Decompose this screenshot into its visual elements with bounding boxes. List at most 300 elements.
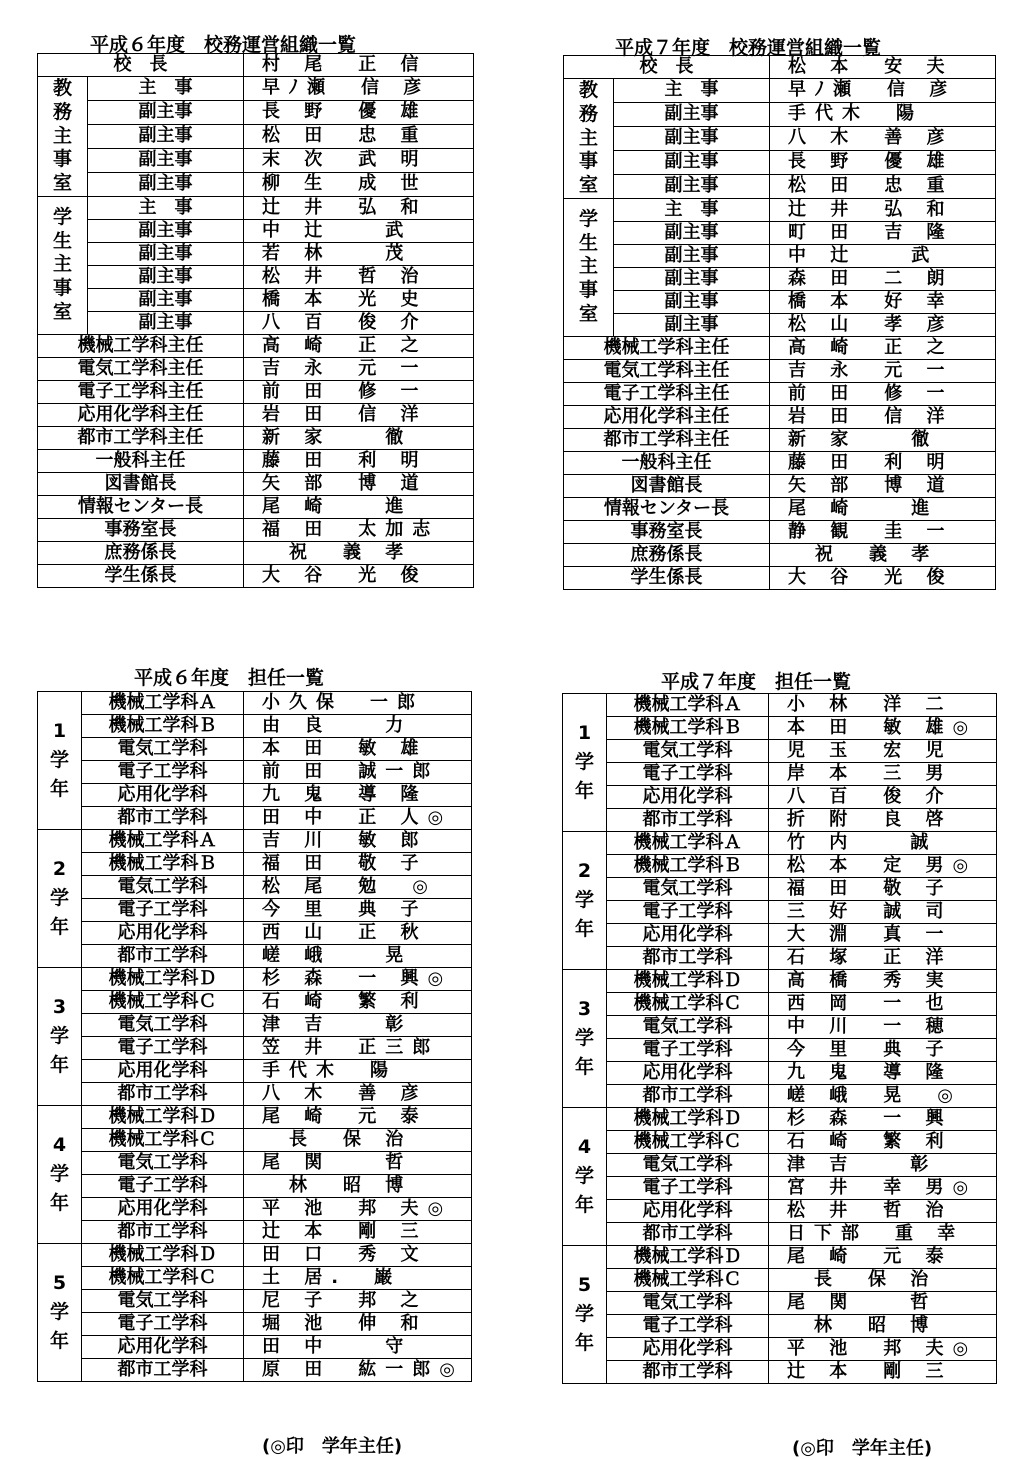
name-cell: 八 木 善 彦 — [770, 126, 996, 150]
office-label-char: 事 — [52, 277, 72, 300]
homeroom-row — [38, 922, 472, 945]
homeroom-table-title-h7: 平成７年度 担任一覧 — [661, 671, 852, 693]
teacher-name-cell: 尾 関 哲 — [244, 1152, 472, 1175]
name-cell: 森 田 二 朗 — [770, 267, 996, 290]
teacher-name-cell: 笠 井 正三郎 — [244, 1037, 472, 1060]
teacher-name-cell: 尾 崎 元 泰 — [769, 1246, 997, 1269]
homeroom-row — [563, 993, 997, 1016]
name-cell: 大 谷 光 俊 — [244, 564, 474, 587]
role-cell: 副主事 — [88, 288, 244, 311]
teacher-name-cell: 今 里 典 子 — [769, 1039, 997, 1062]
name-cell: 松 本 安 夫 — [770, 56, 996, 79]
name-cell: 長 野 優 雄 — [770, 150, 996, 174]
role-cell: 事務室長 — [564, 520, 770, 543]
homeroom-row — [563, 1131, 997, 1154]
org-row — [564, 290, 996, 313]
name-cell: 高 崎 正 之 — [770, 336, 996, 359]
role-cell: 主 事 — [88, 196, 244, 219]
org-row — [564, 102, 996, 126]
grade-label-char: 年 — [49, 1054, 69, 1076]
role-cell: 学生係長 — [564, 566, 770, 589]
teacher-name-cell: 田 口 秀 文 — [244, 1244, 472, 1267]
dept-cell: 電気工学科 — [607, 740, 769, 763]
dept-cell: 応用化学科 — [82, 784, 244, 807]
org-row — [38, 219, 474, 242]
grade-label-char: 3 — [577, 998, 592, 1020]
dept-cell: 電気工学科 — [82, 1152, 244, 1175]
grade-label-char: 年 — [574, 918, 594, 940]
dept-cell: 電子工学科 — [607, 901, 769, 924]
teacher-name-cell: 辻 本 剛 三 — [769, 1361, 997, 1384]
grade-label — [38, 692, 82, 830]
homeroom-row — [563, 1085, 997, 1108]
homeroom-row — [563, 1039, 997, 1062]
homeroom-row — [563, 1154, 997, 1177]
homeroom-row — [563, 717, 997, 740]
office-label-char: 教 — [52, 77, 72, 99]
teacher-name-cell: 西 山 正 秋 — [244, 922, 472, 945]
role-cell: 副主事 — [614, 244, 770, 267]
org-table-h6 — [37, 53, 474, 588]
dept-cell: 機械工学科Ｂ — [607, 855, 769, 878]
teacher-name-cell: 津 吉 彰 — [244, 1014, 472, 1037]
teacher-name-cell: 田 中 守 — [244, 1336, 472, 1359]
teacher-name-cell: 嵯 峨 晃 — [244, 945, 472, 968]
dept-cell: 応用化学科 — [607, 1338, 769, 1361]
homeroom-row — [563, 786, 997, 809]
org-row — [564, 267, 996, 290]
name-cell: 新 家 徹 — [244, 426, 474, 449]
dept-cell: 電子工学科 — [82, 761, 244, 784]
org-row — [38, 288, 474, 311]
role-cell: 副主事 — [88, 265, 244, 288]
name-cell: 長 野 優 雄 — [244, 100, 474, 124]
name-cell: 八 百 俊 介 — [244, 311, 474, 334]
org-row — [38, 242, 474, 265]
name-cell: 松 田 忠 重 — [770, 174, 996, 198]
office-label-char: 事 — [52, 148, 72, 171]
office-label-char: 務 — [52, 100, 72, 123]
dept-cell: 電子工学科 — [82, 1175, 244, 1198]
grade-label-char: 2 — [52, 858, 67, 880]
name-cell: 中 辻 武 — [244, 219, 474, 242]
teacher-name-cell: 本 田 敏 雄◎ — [769, 717, 997, 740]
grade-label-char: 学 — [574, 1165, 594, 1187]
dept-cell: 応用化学科 — [607, 1200, 769, 1223]
dept-cell: 応用化学科 — [607, 924, 769, 947]
name-cell: 吉 永 元 一 — [770, 359, 996, 382]
dept-cell: 電気工学科 — [607, 1292, 769, 1315]
role-cell: 都市工学科主任 — [564, 428, 770, 451]
teacher-name-cell: 三 好 誠 司 — [769, 901, 997, 924]
grade-label — [563, 1108, 607, 1246]
homeroom-row — [38, 738, 472, 761]
homeroom-row — [38, 1106, 472, 1129]
org-row — [564, 221, 996, 244]
homeroom-row — [563, 809, 997, 832]
homeroom-row — [38, 853, 472, 876]
teacher-name-cell: 石 崎 繁 利 — [769, 1131, 997, 1154]
role-cell: 副主事 — [614, 267, 770, 290]
org-row — [564, 497, 996, 520]
name-cell: 橋 本 好 幸 — [770, 290, 996, 313]
homeroom-row — [563, 970, 997, 993]
homeroom-row — [38, 1014, 472, 1037]
grade-label-char: 年 — [574, 1056, 594, 1078]
dept-cell: 機械工学科Ｄ — [82, 1244, 244, 1267]
name-cell: 松 山 孝 彦 — [770, 313, 996, 336]
org-row — [564, 474, 996, 497]
name-cell: 高 崎 正 之 — [244, 334, 474, 357]
homeroom-row — [563, 1338, 997, 1361]
role-cell: 副主事 — [614, 174, 770, 198]
name-cell: 柳 生 成 世 — [244, 172, 474, 196]
teacher-name-cell: 竹 内 誠 — [769, 832, 997, 855]
teacher-name-cell: 土 居. 巌 — [244, 1267, 472, 1290]
dept-cell: 機械工学科Ｃ — [82, 1129, 244, 1152]
homeroom-row — [38, 1313, 472, 1336]
org-row — [38, 403, 474, 426]
office-label-char: 主 — [578, 255, 598, 278]
grade-label — [563, 832, 607, 970]
grade-label-char: 学 — [574, 1303, 594, 1325]
dept-cell: 都市工学科 — [82, 807, 244, 830]
homeroom-table-h7 — [562, 693, 997, 1384]
role-cell: 機械工学科主任 — [38, 334, 244, 357]
office-label-char: 事 — [578, 150, 598, 173]
role-cell: 副主事 — [88, 242, 244, 265]
grade-label-char: 学 — [49, 887, 69, 909]
role-cell: 情報センター長 — [564, 497, 770, 520]
office-label — [38, 196, 88, 334]
dept-cell: 電気工学科 — [82, 1290, 244, 1313]
name-cell: 若 林 茂 — [244, 242, 474, 265]
name-cell: 吉 永 元 一 — [244, 357, 474, 380]
homeroom-row — [38, 761, 472, 784]
homeroom-row — [563, 855, 997, 878]
homeroom-row — [38, 876, 472, 899]
homeroom-table-h6 — [37, 691, 472, 1382]
teacher-name-cell: 折 附 良 啓 — [769, 809, 997, 832]
role-cell: 情報センター長 — [38, 495, 244, 518]
dept-cell: 機械工学科Ａ — [82, 692, 244, 715]
dept-cell: 機械工学科Ｂ — [607, 717, 769, 740]
dept-cell: 電子工学科 — [607, 1039, 769, 1062]
role-cell: 事務室長 — [38, 518, 244, 541]
dept-cell: 機械工学科Ｃ — [607, 1269, 769, 1292]
role-cell: 校 長 — [564, 56, 770, 79]
role-cell: 副主事 — [614, 290, 770, 313]
teacher-name-cell: 林 昭 博 — [244, 1175, 472, 1198]
role-cell: 副主事 — [88, 100, 244, 124]
teacher-name-cell: 手代木 陽 — [244, 1060, 472, 1083]
grade-label-char: 1 — [577, 722, 592, 744]
dept-cell: 機械工学科Ｂ — [82, 853, 244, 876]
org-row — [38, 518, 474, 541]
dept-cell: 都市工学科 — [607, 1223, 769, 1246]
org-row — [38, 172, 474, 196]
grade-label-char: 学 — [574, 1027, 594, 1049]
homeroom-row — [563, 924, 997, 947]
dept-cell: 電子工学科 — [82, 899, 244, 922]
homeroom-row — [38, 1175, 472, 1198]
role-cell: 副主事 — [88, 148, 244, 172]
homeroom-row — [38, 807, 472, 830]
org-row — [564, 79, 996, 103]
dept-cell: 電気工学科 — [82, 1014, 244, 1037]
role-cell: 副主事 — [88, 219, 244, 242]
teacher-name-cell: 津 吉 彰 — [769, 1154, 997, 1177]
office-label-char: 主 — [52, 124, 72, 147]
org-row — [564, 56, 996, 79]
grade-label — [563, 970, 607, 1108]
org-row — [564, 520, 996, 543]
name-cell: 辻 井 弘 和 — [244, 196, 474, 219]
dept-cell: 都市工学科 — [607, 947, 769, 970]
org-row — [564, 174, 996, 198]
grade-label-char: 学 — [49, 749, 69, 771]
dept-cell: 電子工学科 — [607, 1315, 769, 1338]
teacher-name-cell: 西 岡 一 也 — [769, 993, 997, 1016]
dept-cell: 電気工学科 — [82, 738, 244, 761]
homeroom-row — [38, 1267, 472, 1290]
role-cell: 庶務係長 — [564, 543, 770, 566]
homeroom-row — [563, 740, 997, 763]
org-table-title-h6: 平成６年度 校務運営組織一覧 — [90, 34, 357, 56]
homeroom-row — [563, 1016, 997, 1039]
name-cell: 早ﾉ瀬 信 彦 — [244, 77, 474, 101]
office-label — [564, 198, 614, 336]
name-cell: 前 田 修 一 — [244, 380, 474, 403]
dept-cell: 都市工学科 — [82, 1359, 244, 1382]
teacher-name-cell: 本 田 敏 雄 — [244, 738, 472, 761]
grade-label — [38, 830, 82, 968]
org-row — [564, 405, 996, 428]
org-row — [564, 313, 996, 336]
teacher-name-cell: 小久保 一郎 — [244, 692, 472, 715]
name-cell: 祝 義 孝 — [244, 541, 474, 564]
grade-label-char: 5 — [577, 1274, 592, 1296]
role-cell: 学生係長 — [38, 564, 244, 587]
name-cell: 手代木 陽 — [770, 102, 996, 126]
dept-cell: 電気工学科 — [607, 1154, 769, 1177]
teacher-name-cell: 田 中 正 人◎ — [244, 807, 472, 830]
dept-cell: 機械工学科Ａ — [607, 694, 769, 717]
homeroom-row — [563, 1177, 997, 1200]
dept-cell: 応用化学科 — [607, 1062, 769, 1085]
name-cell: 福 田 太加志 — [244, 518, 474, 541]
dept-cell: 機械工学科Ｃ — [607, 993, 769, 1016]
office-label — [564, 79, 614, 199]
homeroom-table-title-h6: 平成６年度 担任一覧 — [134, 667, 325, 689]
dept-cell: 応用化学科 — [82, 1198, 244, 1221]
homeroom-row — [38, 1290, 472, 1313]
dept-cell: 応用化学科 — [82, 1336, 244, 1359]
role-cell: 機械工学科主任 — [564, 336, 770, 359]
name-cell: 橋 本 光 史 — [244, 288, 474, 311]
homeroom-row — [38, 1060, 472, 1083]
teacher-name-cell: 松 本 定 男◎ — [769, 855, 997, 878]
homeroom-row — [38, 945, 472, 968]
office-label-char: 主 — [578, 126, 598, 149]
grade-label-char: 年 — [574, 1194, 594, 1216]
homeroom-row — [563, 1292, 997, 1315]
teacher-name-cell: 長 保 治 — [769, 1269, 997, 1292]
name-cell: 末 次 武 明 — [244, 148, 474, 172]
teacher-name-cell: 尾 崎 元 泰 — [244, 1106, 472, 1129]
homeroom-row — [38, 1198, 472, 1221]
dept-cell: 機械工学科Ｄ — [607, 970, 769, 993]
org-row — [38, 124, 474, 148]
teacher-name-cell: 長 保 治 — [244, 1129, 472, 1152]
teacher-name-cell: 中 川 一 穂 — [769, 1016, 997, 1039]
grade-label-char: 年 — [574, 780, 594, 802]
office-label-char: 学 — [52, 205, 72, 228]
name-cell: 松 井 哲 治 — [244, 265, 474, 288]
dept-cell: 機械工学科Ａ — [82, 830, 244, 853]
teacher-name-cell: 福 田 敬 子 — [244, 853, 472, 876]
name-cell: 藤 田 利 明 — [770, 451, 996, 474]
role-cell: 電気工学科主任 — [564, 359, 770, 382]
role-cell: 主 事 — [614, 198, 770, 221]
role-cell: 副主事 — [88, 124, 244, 148]
homeroom-row — [38, 1221, 472, 1244]
teacher-name-cell: 松 井 哲 治 — [769, 1200, 997, 1223]
org-row — [564, 451, 996, 474]
office-label-char: 生 — [52, 229, 72, 252]
homeroom-row — [38, 968, 472, 991]
homeroom-row — [38, 830, 472, 853]
teacher-name-cell: 堀 池 伸 和 — [244, 1313, 472, 1336]
teacher-name-cell: 嵯 峨 晃 ◎ — [769, 1085, 997, 1108]
grade-label — [38, 968, 82, 1106]
teacher-name-cell: 尾 関 哲 — [769, 1292, 997, 1315]
grade-label — [38, 1106, 82, 1244]
org-row — [564, 359, 996, 382]
dept-cell: 機械工学科Ｄ — [607, 1246, 769, 1269]
homeroom-note-h6: (◎印 学年主任) — [262, 1436, 403, 1457]
name-cell: 藤 田 利 明 — [244, 449, 474, 472]
dept-cell: 機械工学科Ｃ — [82, 1267, 244, 1290]
org-row — [38, 196, 474, 219]
org-row — [38, 564, 474, 587]
teacher-name-cell: 由 良 力 — [244, 715, 472, 738]
teacher-name-cell: 九 鬼 導 隆 — [769, 1062, 997, 1085]
dept-cell: 都市工学科 — [607, 1085, 769, 1108]
homeroom-row — [563, 1269, 997, 1292]
office-label-char: 事 — [578, 279, 598, 302]
dept-cell: 電子工学科 — [607, 1177, 769, 1200]
org-row — [564, 382, 996, 405]
name-cell: 静 観 圭 一 — [770, 520, 996, 543]
name-cell: 村 尾 正 信 — [244, 54, 474, 77]
teacher-name-cell: 日下部 重 幸 — [769, 1223, 997, 1246]
role-cell: 一般科主任 — [38, 449, 244, 472]
office-label-char: 室 — [578, 302, 598, 325]
homeroom-row — [563, 763, 997, 786]
org-row — [38, 357, 474, 380]
dept-cell: 機械工学科Ｄ — [607, 1108, 769, 1131]
role-cell: 副主事 — [614, 150, 770, 174]
dept-cell: 電子工学科 — [82, 1313, 244, 1336]
org-row — [564, 543, 996, 566]
name-cell: 辻 井 弘 和 — [770, 198, 996, 221]
office-label-char: 教 — [578, 79, 598, 101]
org-row — [38, 449, 474, 472]
office-label-char: 室 — [578, 174, 598, 196]
teacher-name-cell: 八 百 俊 介 — [769, 786, 997, 809]
org-row — [564, 198, 996, 221]
org-row — [38, 426, 474, 449]
teacher-name-cell: 小 林 洋 二 — [769, 694, 997, 717]
dept-cell: 都市工学科 — [82, 1221, 244, 1244]
role-cell: 副主事 — [88, 172, 244, 196]
homeroom-row — [38, 715, 472, 738]
teacher-name-cell: 尼 子 邦 之 — [244, 1290, 472, 1313]
teacher-name-cell: 九 鬼 導 隆 — [244, 784, 472, 807]
dept-cell: 電気工学科 — [82, 876, 244, 899]
office-label-char: 室 — [52, 172, 72, 194]
grade-label-char: 年 — [49, 1330, 69, 1352]
grade-label — [563, 1246, 607, 1384]
teacher-name-cell: 吉 川 敏 郎 — [244, 830, 472, 853]
org-row — [38, 472, 474, 495]
name-cell: 矢 部 博 道 — [770, 474, 996, 497]
office-label-char: 学 — [578, 207, 598, 230]
org-row — [38, 541, 474, 564]
dept-cell: 機械工学科Ｃ — [607, 1131, 769, 1154]
homeroom-row — [38, 1152, 472, 1175]
role-cell: 都市工学科主任 — [38, 426, 244, 449]
grade-label-char: 学 — [574, 751, 594, 773]
homeroom-row — [38, 1129, 472, 1152]
homeroom-row — [563, 1315, 997, 1338]
dept-cell: 都市工学科 — [607, 1361, 769, 1384]
name-cell: 中 辻 武 — [770, 244, 996, 267]
role-cell: 校 長 — [38, 54, 244, 77]
office-label-char: 生 — [578, 231, 598, 254]
homeroom-row — [563, 694, 997, 717]
homeroom-row — [563, 1062, 997, 1085]
org-row — [38, 77, 474, 101]
grade-label-char: 3 — [52, 996, 67, 1018]
name-cell: 岩 田 信 洋 — [244, 403, 474, 426]
org-row — [38, 334, 474, 357]
dept-cell: 電子工学科 — [82, 1037, 244, 1060]
grade-label-char: 年 — [49, 916, 69, 938]
org-table-title-h7: 平成７年度 校務運営組織一覧 — [615, 37, 882, 59]
homeroom-row — [38, 1359, 472, 1382]
name-cell: 町 田 吉 隆 — [770, 221, 996, 244]
role-cell: 主 事 — [88, 77, 244, 101]
homeroom-note-h7: (◎印 学年主任) — [792, 1438, 933, 1459]
role-cell: 副主事 — [614, 102, 770, 126]
org-row — [564, 150, 996, 174]
dept-cell: 応用化学科 — [82, 1060, 244, 1083]
name-cell: 岩 田 信 洋 — [770, 405, 996, 428]
teacher-name-cell: 松 尾 勉 ◎ — [244, 876, 472, 899]
grade-label-char: 4 — [52, 1134, 67, 1156]
dept-cell: 都市工学科 — [607, 809, 769, 832]
grade-label — [38, 1244, 82, 1382]
role-cell: 庶務係長 — [38, 541, 244, 564]
name-cell: 尾 崎 進 — [770, 497, 996, 520]
teacher-name-cell: 大 淵 真 一 — [769, 924, 997, 947]
grade-label-char: 年 — [574, 1332, 594, 1354]
teacher-name-cell: 原 田 紘一郎◎ — [244, 1359, 472, 1382]
teacher-name-cell: 高 橋 秀 実 — [769, 970, 997, 993]
homeroom-row — [38, 1336, 472, 1359]
